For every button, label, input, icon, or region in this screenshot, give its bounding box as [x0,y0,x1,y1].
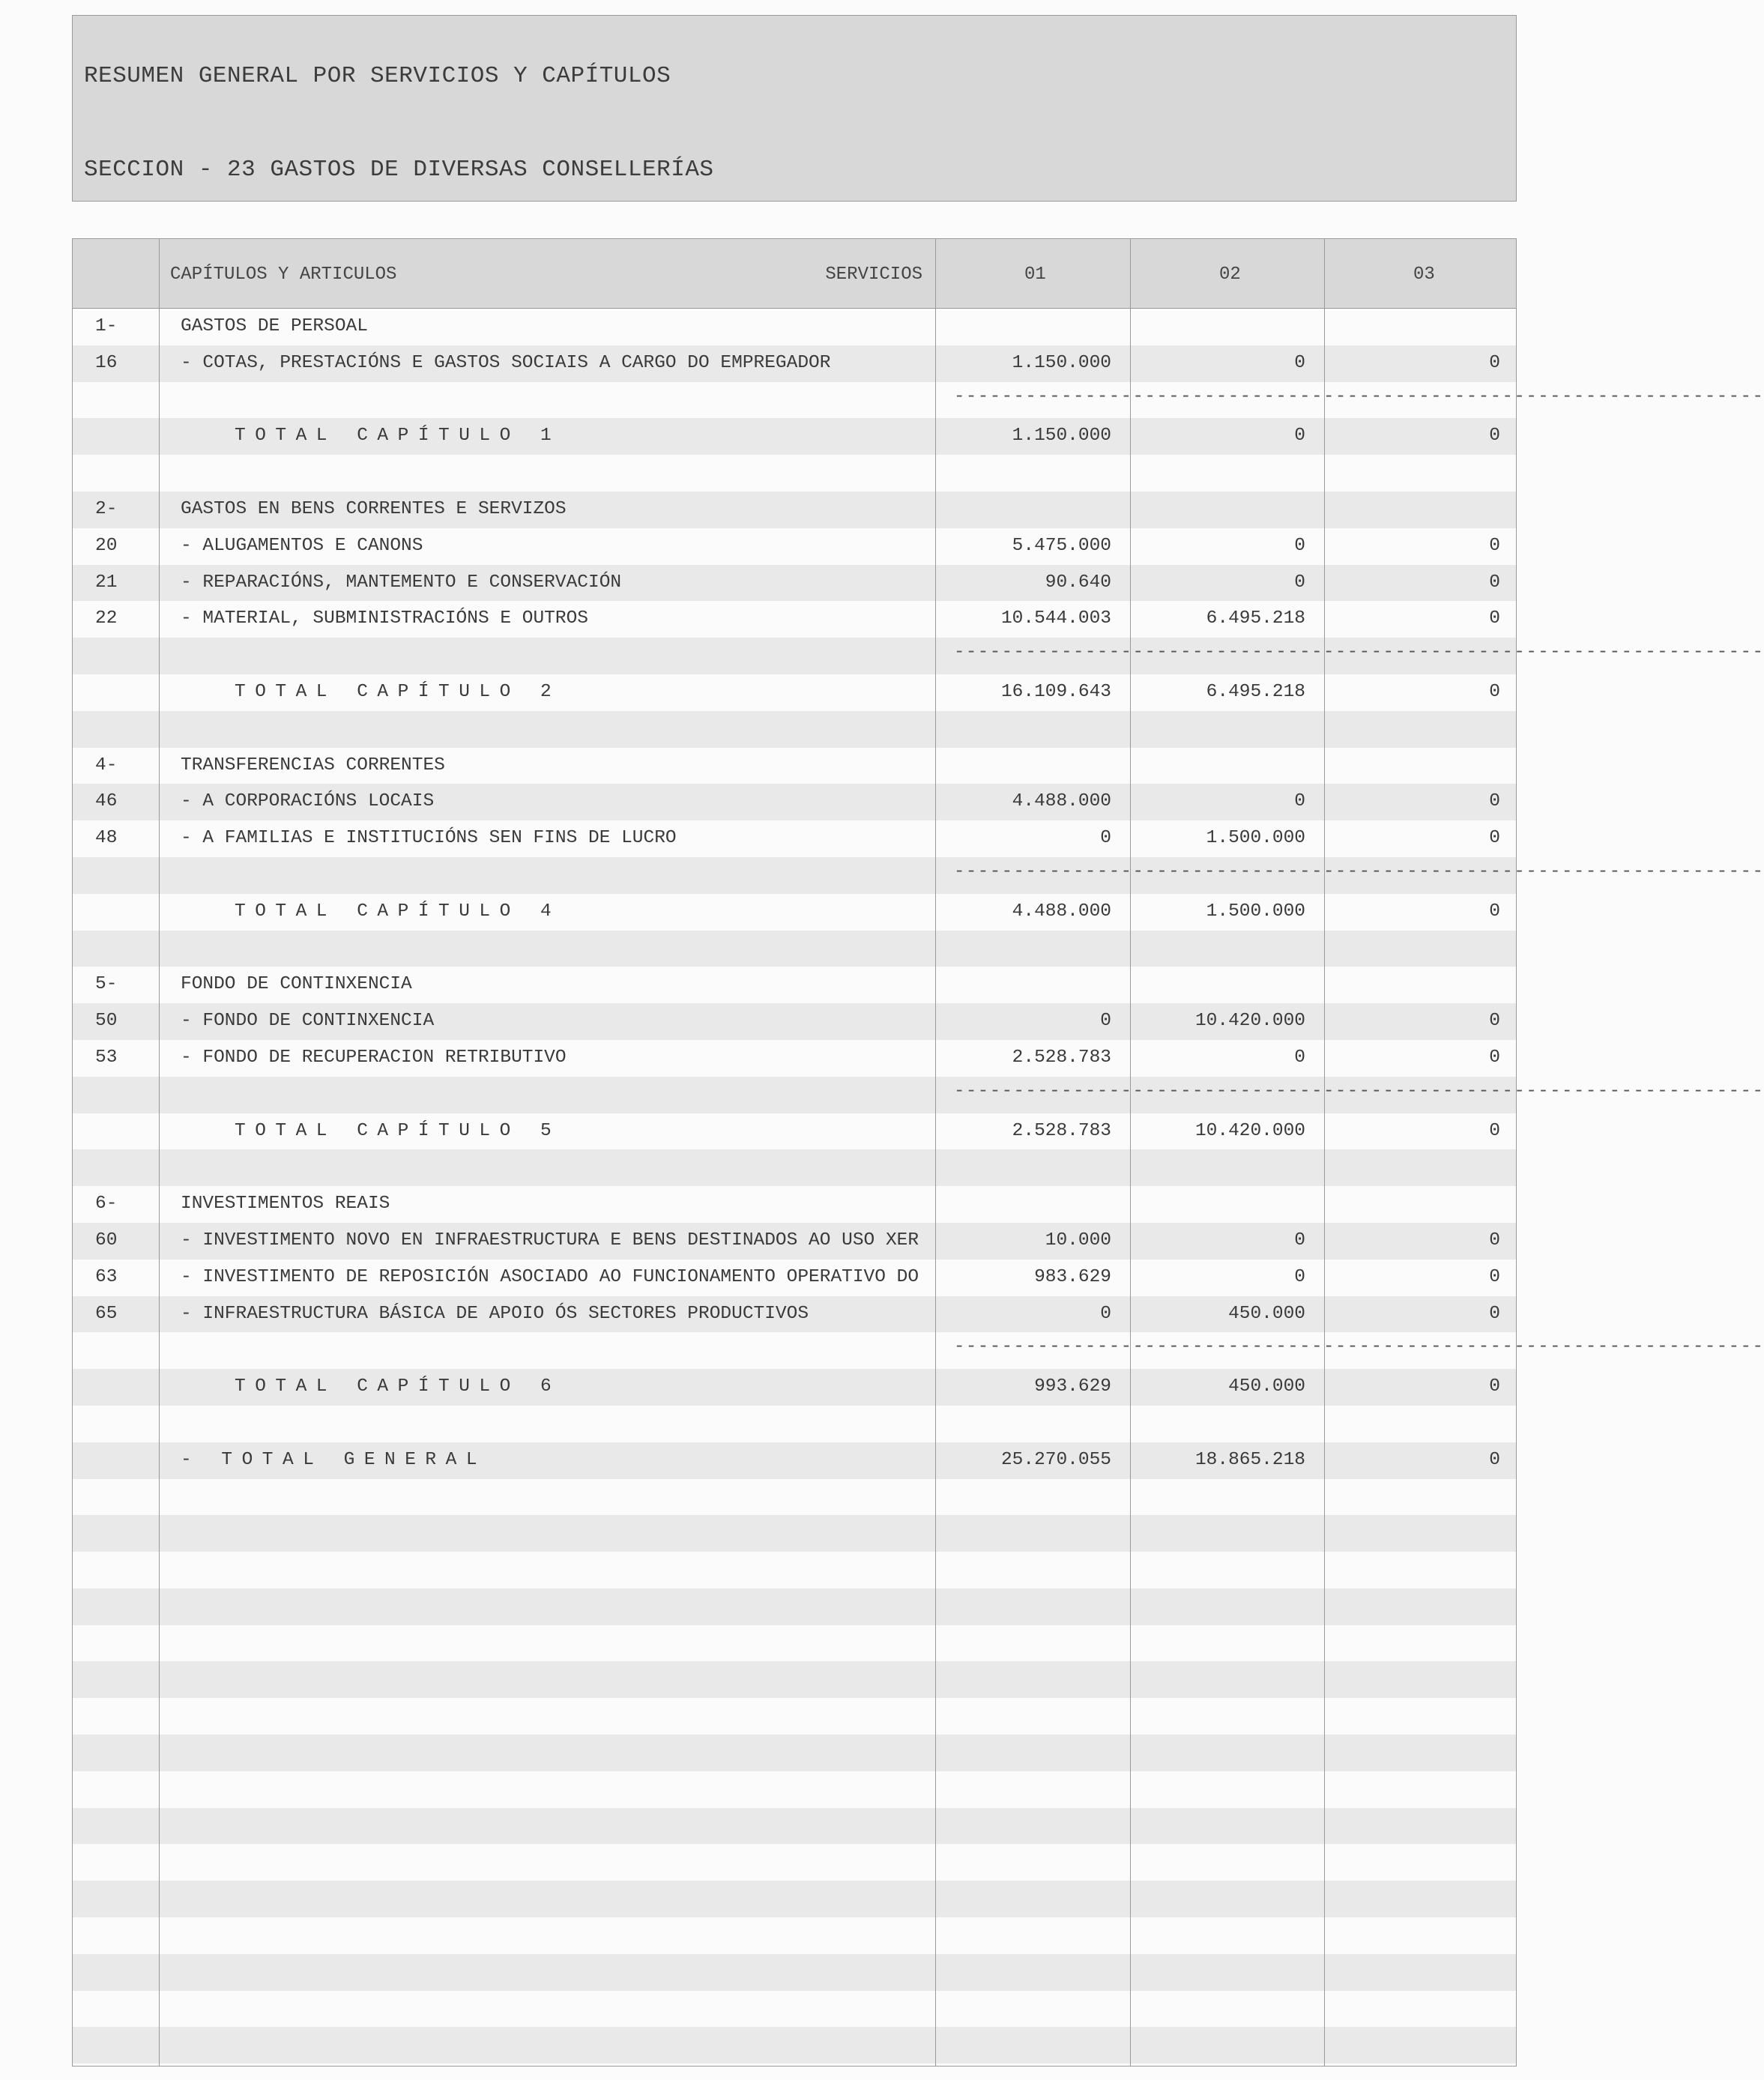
blank-row [73,1406,1516,1442]
row-code: 4- [95,755,118,776]
row-code: 16 [95,352,118,373]
value-service-01: 90.640 [1045,572,1111,593]
article-description: - REPARACIÓNS, MANTEMENTO E CONSERVACIÓN [181,572,622,593]
total-service-03: 0 [1489,901,1500,922]
article-row [73,820,1516,857]
value-service-01: 4.488.000 [1012,791,1111,812]
empty-row [73,1588,1516,1625]
total-service-02: 1.500.000 [1206,901,1305,922]
article-row [73,1223,1516,1260]
general-total-service-01: 25.270.055 [1000,1449,1111,1470]
total-service-01: 4.488.000 [1012,901,1111,922]
empty-row [73,2027,1516,2064]
chapter-total-row [73,418,1516,455]
value-service-03: 0 [1489,572,1500,593]
chapter-row [73,492,1516,528]
empty-row [73,1844,1516,1881]
article-row [73,565,1516,602]
article-row [73,1296,1516,1333]
value-service-01: 0 [1100,828,1111,849]
empty-row [73,1698,1516,1735]
chapter-total-label: TOTAL CAPÍTULO 1 [235,426,561,447]
column-header-02: 02 [1219,264,1241,285]
dashed-rule: -------------------------------------------------------------------- [954,1337,1764,1358]
report-title: RESUMEN GENERAL POR SERVICIOS Y CAPÍTULOS [84,63,671,89]
value-service-01: 2.528.783 [1012,1047,1111,1068]
value-service-01: 10.000 [1045,1230,1111,1251]
value-service-02: 0 [1294,1230,1305,1251]
value-service-01: 0 [1100,1303,1111,1324]
dashed-rule: -------------------------------------------------------------------- [954,642,1764,663]
article-description: - A CORPORACIÓNS LOCAIS [181,791,435,812]
value-service-03: 0 [1489,828,1500,849]
subtotal-dashed-rule [73,1077,1764,1113]
article-description: - INVESTIMENTO NOVO EN INFRAESTRUCTURA E BENS DESTINADOS AO USO XER [181,1230,919,1251]
article-description: - COTAS, PRESTACIÓNS E GASTOS SOCIAIS A CARGO DO EMPREGADOR [181,352,831,373]
subtotal-dashed-rule [73,857,1764,894]
row-code: 60 [95,1230,118,1251]
value-service-02: 450.000 [1228,1303,1305,1324]
value-service-02: 0 [1294,1047,1305,1068]
table-header [73,239,1516,309]
chapter-row [73,309,1516,345]
value-service-03: 0 [1489,1047,1500,1068]
total-service-03: 0 [1489,1120,1500,1141]
chapter-total-label: TOTAL CAPÍTULO 6 [235,1376,561,1397]
empty-row [73,1661,1516,1698]
value-service-03: 0 [1489,1230,1500,1251]
article-row [73,601,1516,638]
blank-row [73,931,1516,967]
total-service-01: 16.109.643 [1000,681,1111,702]
article-description: - MATERIAL, SUBMINISTRACIÓNS E OUTROS [181,608,588,629]
dashed-rule: -------------------------------------------------------------------- [954,386,1764,407]
article-row [73,528,1516,565]
row-code: 53 [95,1047,118,1068]
total-service-03: 0 [1489,681,1500,702]
chapter-total-row [73,894,1516,931]
general-total-label: - TOTAL GENERAL [181,1449,487,1470]
total-service-01: 1.150.000 [1012,426,1111,447]
general-total-row [73,1442,1516,1479]
article-description: - INFRAESTRUCTURA BÁSICA DE APOIO ÓS SECTORES PRODUCTIVOS [181,1303,809,1324]
total-service-02: 450.000 [1228,1376,1305,1397]
row-code: 46 [95,791,118,812]
value-service-02: 0 [1294,572,1305,593]
summary-table [72,238,1764,2067]
row-code: 1- [95,316,118,336]
value-service-02: 6.495.218 [1206,608,1305,629]
table-body [73,309,1764,2064]
subtotal-dashed-rule [73,1332,1764,1369]
subtotal-dashed-rule [73,382,1764,419]
row-code: 2- [95,498,118,519]
general-total-service-02: 18.865.218 [1194,1449,1305,1470]
value-service-01: 1.150.000 [1012,352,1111,373]
value-service-03: 0 [1489,352,1500,373]
value-service-03: 0 [1489,1011,1500,1032]
row-code: 63 [95,1266,118,1287]
total-service-02: 6.495.218 [1206,681,1305,702]
empty-row [73,1515,1516,1552]
chapter-row [73,1186,1516,1223]
chapter-title: GASTOS EN BENS CORRENTES E SERVIZOS [181,498,567,519]
article-description: - INVESTIMENTO DE REPOSICIÓN ASOCIADO AO FUNCIONAMENTO OPERATIVO DO [181,1266,919,1287]
empty-row [73,1479,1516,1516]
row-code: 48 [95,828,118,849]
article-row [73,345,1516,382]
column-divider [1324,239,1325,2066]
article-row [73,1003,1516,1040]
column-divider [935,239,936,2066]
total-service-03: 0 [1489,426,1500,447]
article-description: - ALUGAMENTOS E CANONS [181,535,423,556]
report-header [72,15,1517,202]
article-description: - FONDO DE CONTINXENCIA [181,1011,435,1032]
column-divider [159,239,160,2066]
column-divider [1130,239,1131,2066]
section-title: SECCION - 23 GASTOS DE DIVERSAS CONSELLERÍAS [84,157,714,183]
article-row [73,1040,1516,1077]
chapter-row [73,748,1516,784]
empty-row [73,1881,1516,1917]
chapter-title: INVESTIMENTOS REAIS [181,1194,390,1215]
row-code: 21 [95,572,118,593]
value-service-01: 5.475.000 [1012,535,1111,556]
chapter-total-row [73,674,1516,711]
total-service-01: 2.528.783 [1012,1120,1111,1141]
value-service-01: 0 [1100,1011,1111,1032]
article-row [73,1260,1516,1296]
article-row [73,784,1516,820]
chapter-title: TRANSFERENCIAS CORRENTES [181,755,445,776]
blank-row [73,711,1516,748]
value-service-03: 0 [1489,535,1500,556]
chapter-title: GASTOS DE PERSOAL [181,316,368,336]
value-service-03: 0 [1489,1303,1500,1324]
value-service-01: 10.544.003 [1000,608,1111,629]
chapter-total-label: TOTAL CAPÍTULO 4 [235,901,561,922]
value-service-02: 0 [1294,1266,1305,1287]
general-total-service-03: 0 [1489,1449,1500,1470]
value-service-02: 1.500.000 [1206,828,1305,849]
empty-row [73,1735,1516,1771]
dashed-rule: -------------------------------------------------------------------- [954,1080,1764,1101]
column-header-03: 03 [1413,264,1435,285]
chapter-row [73,967,1516,1003]
value-service-02: 0 [1294,352,1305,373]
subtotal-dashed-rule [73,638,1764,674]
dashed-rule: -------------------------------------------------------------------- [954,861,1764,882]
article-description: - FONDO DE RECUPERACION RETRIBUTIVO [181,1047,567,1068]
value-service-03: 0 [1489,1266,1500,1287]
value-service-02: 0 [1294,535,1305,556]
total-service-03: 0 [1489,1376,1500,1397]
total-service-02: 0 [1294,426,1305,447]
empty-row [73,1552,1516,1588]
blank-row [73,1149,1516,1186]
blank-row [73,455,1516,492]
empty-row [73,1954,1516,1991]
value-service-02: 10.420.000 [1194,1011,1305,1032]
empty-row [73,1917,1516,1954]
row-code: 22 [95,608,118,629]
value-service-01: 983.629 [1034,1266,1111,1287]
chapter-total-row [73,1369,1516,1406]
row-code: 65 [95,1303,118,1324]
total-service-02: 10.420.000 [1194,1120,1305,1141]
chapter-total-label: TOTAL CAPÍTULO 5 [235,1120,561,1141]
row-code: 50 [95,1011,118,1032]
row-code: 6- [95,1194,118,1215]
empty-row [73,1625,1516,1662]
article-description: - A FAMILIAS E INSTITUCIÓNS SEN FINS DE LUCRO [181,828,677,849]
row-code: 5- [95,974,118,995]
value-service-02: 0 [1294,791,1305,812]
empty-row [73,1771,1516,1808]
chapter-total-row [73,1113,1516,1150]
row-code: 20 [95,535,118,556]
value-service-03: 0 [1489,791,1500,812]
value-service-03: 0 [1489,608,1500,629]
empty-row [73,1808,1516,1845]
total-service-01: 993.629 [1034,1376,1111,1397]
column-header-01: 01 [1024,264,1046,285]
empty-row [73,1991,1516,2028]
chapter-title: FONDO DE CONTINXENCIA [181,974,412,995]
chapter-total-label: TOTAL CAPÍTULO 2 [235,681,561,702]
column-header-servicios: SERVICIOS [825,264,922,285]
column-header-capitulos: CAPÍTULOS Y ARTICULOS [170,264,397,285]
